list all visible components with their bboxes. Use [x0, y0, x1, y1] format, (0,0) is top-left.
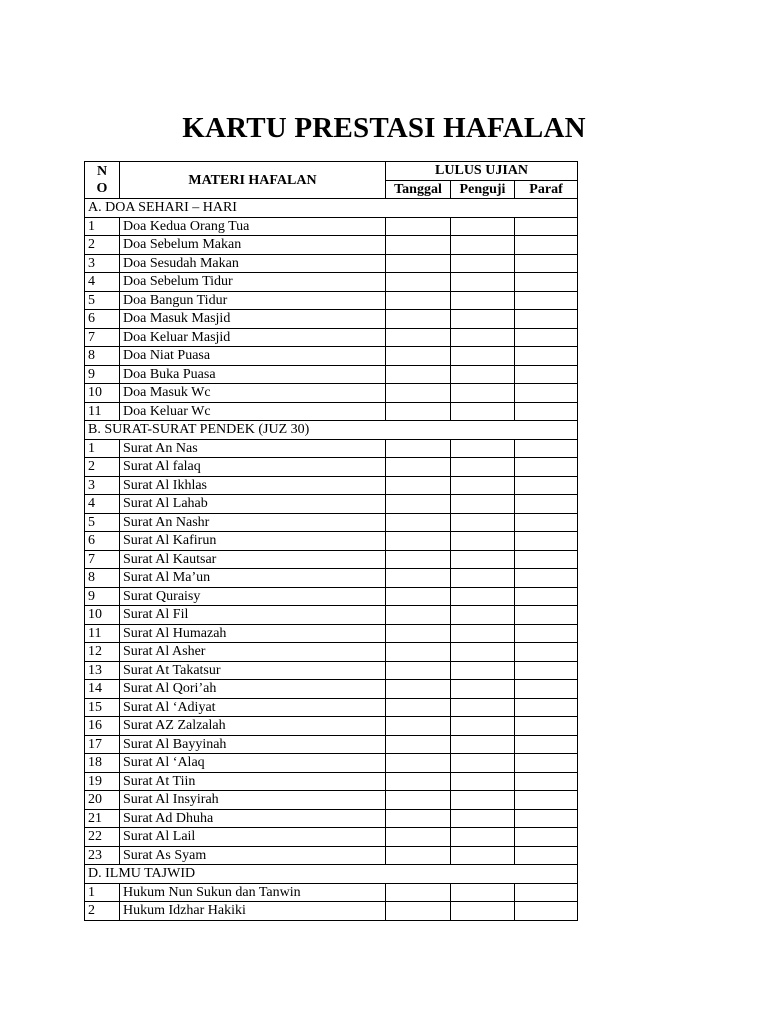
penguji-cell [451, 624, 515, 643]
tanggal-cell [386, 809, 451, 828]
paraf-cell [515, 587, 578, 606]
tanggal-cell [386, 476, 451, 495]
row-materi: Surat An Nashr [120, 513, 386, 532]
row-materi: Doa Keluar Wc [120, 402, 386, 421]
tanggal-cell [386, 569, 451, 588]
paraf-cell [515, 550, 578, 569]
paraf-cell [515, 569, 578, 588]
penguji-cell [451, 328, 515, 347]
row-number: 2 [85, 458, 120, 477]
row-number: 4 [85, 495, 120, 514]
header-materi: MATERI HAFALAN [120, 162, 386, 199]
tanggal-cell [386, 606, 451, 625]
row-materi: Surat Al Fil [120, 606, 386, 625]
penguji-cell [451, 365, 515, 384]
row-materi: Surat Al ‘Adiyat [120, 698, 386, 717]
row-number: 23 [85, 846, 120, 865]
row-number: 8 [85, 347, 120, 366]
table-row [85, 735, 578, 754]
paraf-cell [515, 458, 578, 477]
header-no-line2: O [96, 181, 108, 196]
table-row [85, 791, 578, 810]
penguji-cell [451, 550, 515, 569]
penguji-cell [451, 883, 515, 902]
row-number: 21 [85, 809, 120, 828]
row-number: 2 [85, 236, 120, 255]
paraf-cell [515, 791, 578, 810]
paraf-cell [515, 717, 578, 736]
row-materi: Doa Sebelum Makan [120, 236, 386, 255]
table-row [85, 384, 578, 403]
table-row [85, 217, 578, 236]
tanggal-cell [386, 458, 451, 477]
row-number: 1 [85, 217, 120, 236]
paraf-cell [515, 513, 578, 532]
penguji-cell [451, 828, 515, 847]
row-materi: Surat Al Asher [120, 643, 386, 662]
table-row [85, 902, 578, 921]
table-row [85, 402, 578, 421]
penguji-cell [451, 680, 515, 699]
paraf-cell [515, 495, 578, 514]
tanggal-cell [386, 846, 451, 865]
row-materi: Doa Niat Puasa [120, 347, 386, 366]
tanggal-cell [386, 513, 451, 532]
tanggal-cell [386, 347, 451, 366]
tanggal-cell [386, 624, 451, 643]
paraf-cell [515, 661, 578, 680]
paraf-cell [515, 476, 578, 495]
row-number: 3 [85, 476, 120, 495]
table-row [85, 883, 578, 902]
tanggal-cell [386, 217, 451, 236]
penguji-cell [451, 273, 515, 292]
tanggal-cell [386, 883, 451, 902]
table-row [85, 717, 578, 736]
hafalan-table [84, 161, 578, 921]
paraf-cell [515, 365, 578, 384]
row-materi: Surat Al Ikhlas [120, 476, 386, 495]
row-materi: Doa Masuk Wc [120, 384, 386, 403]
section-row [85, 199, 578, 218]
table-row [85, 365, 578, 384]
penguji-cell [451, 217, 515, 236]
row-materi: Surat Al Lahab [120, 495, 386, 514]
row-number: 6 [85, 310, 120, 329]
paraf-cell [515, 902, 578, 921]
table-row [85, 754, 578, 773]
tanggal-cell [386, 550, 451, 569]
penguji-cell [451, 661, 515, 680]
tanggal-cell [386, 698, 451, 717]
paraf-cell [515, 643, 578, 662]
tanggal-cell [386, 643, 451, 662]
penguji-cell [451, 458, 515, 477]
tanggal-cell [386, 791, 451, 810]
table-row [85, 458, 578, 477]
row-materi: Surat Al Qori’ah [120, 680, 386, 699]
table-row [85, 828, 578, 847]
paraf-cell [515, 273, 578, 292]
tanggal-cell [386, 254, 451, 273]
row-number: 8 [85, 569, 120, 588]
penguji-cell [451, 735, 515, 754]
penguji-cell [451, 310, 515, 329]
row-materi: Doa Sebelum Tidur [120, 273, 386, 292]
table-row [85, 680, 578, 699]
table-row [85, 328, 578, 347]
paraf-cell [515, 754, 578, 773]
paraf-cell [515, 328, 578, 347]
tanggal-cell [386, 680, 451, 699]
tanggal-cell [386, 365, 451, 384]
penguji-cell [451, 402, 515, 421]
row-number: 5 [85, 513, 120, 532]
row-materi: Surat Al Kautsar [120, 550, 386, 569]
tanggal-cell [386, 310, 451, 329]
paraf-cell [515, 772, 578, 791]
table-row [85, 439, 578, 458]
row-number: 11 [85, 624, 120, 643]
row-number: 10 [85, 384, 120, 403]
row-number: 7 [85, 550, 120, 569]
section-title: A. DOA SEHARI – HARI [85, 199, 578, 218]
paraf-cell [515, 624, 578, 643]
table-row [85, 587, 578, 606]
header-no [85, 162, 120, 199]
paraf-cell [515, 846, 578, 865]
paraf-cell [515, 735, 578, 754]
tanggal-cell [386, 828, 451, 847]
row-number: 13 [85, 661, 120, 680]
row-materi: Surat AZ Zalzalah [120, 717, 386, 736]
table-row [85, 606, 578, 625]
paraf-cell [515, 606, 578, 625]
tanggal-cell [386, 587, 451, 606]
tanggal-cell [386, 532, 451, 551]
row-number: 16 [85, 717, 120, 736]
penguji-cell [451, 532, 515, 551]
row-number: 20 [85, 791, 120, 810]
row-number: 12 [85, 643, 120, 662]
row-materi: Surat Al falaq [120, 458, 386, 477]
tanggal-cell [386, 495, 451, 514]
penguji-cell [451, 513, 515, 532]
paraf-cell [515, 828, 578, 847]
table-row [85, 291, 578, 310]
paraf-cell [515, 347, 578, 366]
paraf-cell [515, 439, 578, 458]
tanggal-cell [386, 273, 451, 292]
paraf-cell [515, 680, 578, 699]
table-row [85, 661, 578, 680]
paraf-cell [515, 291, 578, 310]
paraf-cell [515, 883, 578, 902]
penguji-cell [451, 809, 515, 828]
table-row [85, 532, 578, 551]
row-materi: Surat Quraisy [120, 587, 386, 606]
tanggal-cell [386, 236, 451, 255]
table-row [85, 772, 578, 791]
penguji-cell [451, 384, 515, 403]
row-materi: Hukum Nun Sukun dan Tanwin [120, 883, 386, 902]
row-materi: Doa Sesudah Makan [120, 254, 386, 273]
penguji-cell [451, 254, 515, 273]
row-materi: Surat Al Lail [120, 828, 386, 847]
row-number: 2 [85, 902, 120, 921]
penguji-cell [451, 643, 515, 662]
row-materi: Surat An Nas [120, 439, 386, 458]
section-title: D. ILMU TAJWID [85, 865, 578, 884]
table-row [85, 347, 578, 366]
row-materi: Hukum Idzhar Hakiki [120, 902, 386, 921]
tanggal-cell [386, 291, 451, 310]
page-title: KARTU PRESTASI HAFALAN [182, 112, 586, 144]
row-materi: Doa Masuk Masjid [120, 310, 386, 329]
row-materi: Surat Al Insyirah [120, 791, 386, 810]
penguji-cell [451, 347, 515, 366]
table-row [85, 809, 578, 828]
row-materi: Surat Ad Dhuha [120, 809, 386, 828]
section-title: B. SURAT-SURAT PENDEK (JUZ 30) [85, 421, 578, 440]
row-number: 22 [85, 828, 120, 847]
tanggal-cell [386, 772, 451, 791]
paraf-cell [515, 809, 578, 828]
table-row [85, 643, 578, 662]
header-penguji: Penguji [451, 180, 515, 199]
row-number: 4 [85, 273, 120, 292]
penguji-cell [451, 236, 515, 255]
row-materi: Doa Buka Puasa [120, 365, 386, 384]
penguji-cell [451, 902, 515, 921]
penguji-cell [451, 717, 515, 736]
tanggal-cell [386, 902, 451, 921]
row-materi: Surat Al Bayyinah [120, 735, 386, 754]
table-row [85, 254, 578, 273]
row-materi: Surat At Takatsur [120, 661, 386, 680]
penguji-cell [451, 754, 515, 773]
row-materi: Surat Al Humazah [120, 624, 386, 643]
tanggal-cell [386, 384, 451, 403]
row-materi: Doa Keluar Masjid [120, 328, 386, 347]
penguji-cell [451, 606, 515, 625]
paraf-cell [515, 217, 578, 236]
paraf-cell [515, 384, 578, 403]
penguji-cell [451, 772, 515, 791]
row-materi: Surat Al ‘Alaq [120, 754, 386, 773]
row-number: 11 [85, 402, 120, 421]
table-row [85, 476, 578, 495]
paraf-cell [515, 254, 578, 273]
table-row [85, 513, 578, 532]
paraf-cell [515, 310, 578, 329]
penguji-cell [451, 698, 515, 717]
header-paraf: Paraf [515, 180, 578, 199]
header-no-line1: N [96, 164, 108, 179]
section-row [85, 421, 578, 440]
row-number: 17 [85, 735, 120, 754]
table-row [85, 698, 578, 717]
table-row [85, 550, 578, 569]
table-row [85, 273, 578, 292]
penguji-cell [451, 291, 515, 310]
paraf-cell [515, 532, 578, 551]
row-materi: Surat Al Kafirun [120, 532, 386, 551]
penguji-cell [451, 791, 515, 810]
tanggal-cell [386, 328, 451, 347]
paraf-cell [515, 698, 578, 717]
row-number: 3 [85, 254, 120, 273]
table-row [85, 624, 578, 643]
penguji-cell [451, 476, 515, 495]
table-body [85, 199, 578, 921]
row-materi: Surat At Tiin [120, 772, 386, 791]
table-row [85, 495, 578, 514]
row-materi: Surat As Syam [120, 846, 386, 865]
table-row [85, 846, 578, 865]
tanggal-cell [386, 439, 451, 458]
penguji-cell [451, 569, 515, 588]
row-materi: Doa Kedua Orang Tua [120, 217, 386, 236]
penguji-cell [451, 439, 515, 458]
row-materi: Surat Al Ma’un [120, 569, 386, 588]
row-number: 14 [85, 680, 120, 699]
row-number: 10 [85, 606, 120, 625]
row-number: 1 [85, 883, 120, 902]
row-number: 6 [85, 532, 120, 551]
paraf-cell [515, 236, 578, 255]
header-lulus-ujian: LULUS UJIAN [386, 162, 578, 181]
row-number: 9 [85, 587, 120, 606]
table-header [85, 162, 578, 199]
tanggal-cell [386, 754, 451, 773]
paraf-cell [515, 402, 578, 421]
row-number: 1 [85, 439, 120, 458]
section-row [85, 865, 578, 884]
row-number: 19 [85, 772, 120, 791]
tanggal-cell [386, 717, 451, 736]
table-row [85, 310, 578, 329]
tanggal-cell [386, 402, 451, 421]
row-number: 5 [85, 291, 120, 310]
header-tanggal: Tanggal [386, 180, 451, 199]
row-number: 7 [85, 328, 120, 347]
tanggal-cell [386, 661, 451, 680]
row-number: 18 [85, 754, 120, 773]
penguji-cell [451, 587, 515, 606]
penguji-cell [451, 495, 515, 514]
row-number: 9 [85, 365, 120, 384]
table-row [85, 236, 578, 255]
penguji-cell [451, 846, 515, 865]
row-number: 15 [85, 698, 120, 717]
row-materi: Doa Bangun Tidur [120, 291, 386, 310]
table-row [85, 569, 578, 588]
tanggal-cell [386, 735, 451, 754]
